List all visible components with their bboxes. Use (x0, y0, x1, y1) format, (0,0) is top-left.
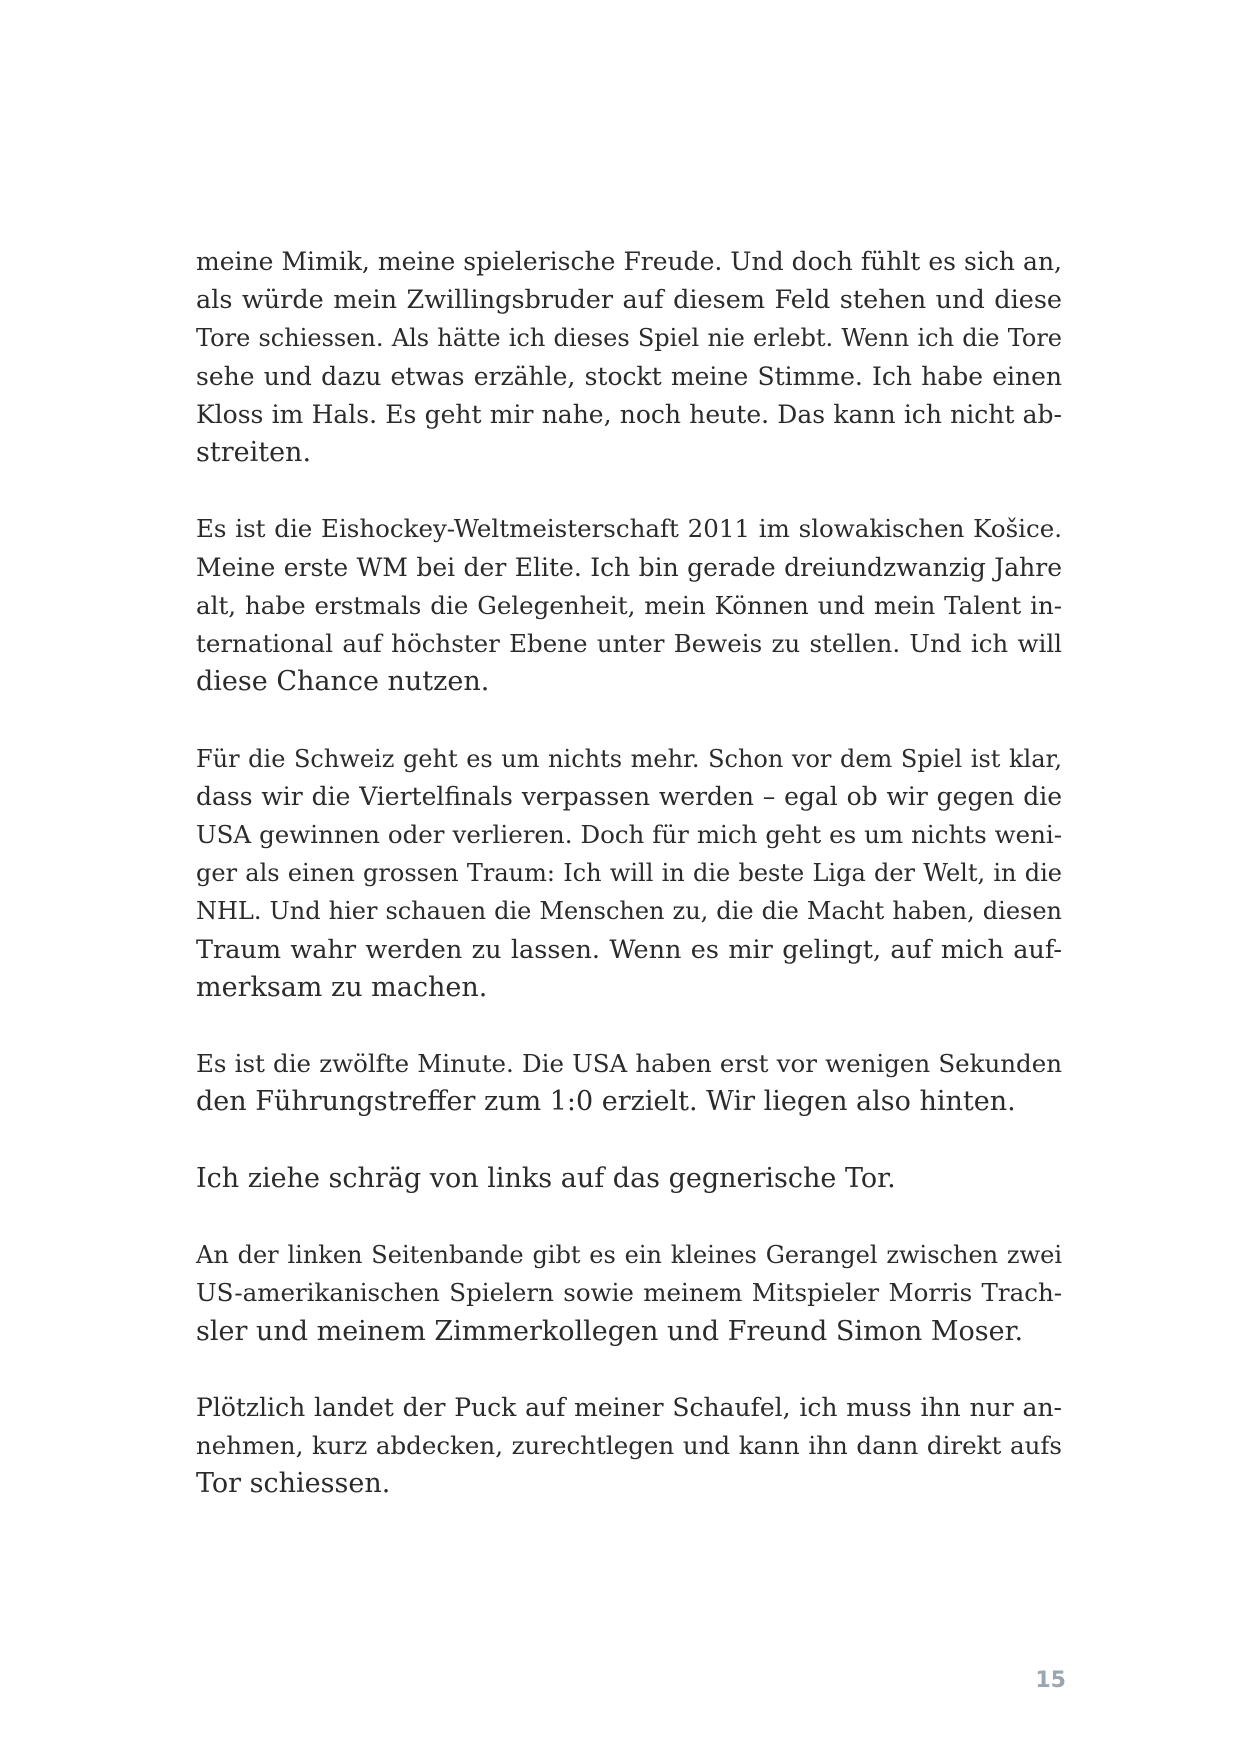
text-line: NHL. Und hier schauen die Menschen zu, die die Macht haben, diesen (196, 897, 1062, 926)
paragraph-1 (196, 243, 1062, 472)
text-line: Kloss im Hals. Es geht mir nahe, noch heute. Das kann ich nicht ab- (196, 399, 1062, 429)
paragraph-6 (196, 1236, 1062, 1351)
paragraph-3 (196, 740, 1062, 1007)
text-line: Tor schiessen. (196, 1468, 391, 1500)
text-line: Traum wahr werden zu lassen. Wenn es mir gelingt, auf mich auf- (196, 934, 1062, 965)
text-line: sler und meinem Zimmerkollegen und Freund Simon Moser. (196, 1315, 1024, 1347)
text-line: streiten. (196, 437, 312, 469)
text-line: sehe und dazu etwas erzähle, stockt meine Stimme. Ich habe einen (196, 361, 1062, 391)
text-line: Plötzlich landet der Puck auf meiner Schaufel, ich muss ihn nur an- (196, 1393, 1062, 1422)
text-line: ger als einen grossen Traum: Ich will in die beste Liga der Welt, in die (196, 859, 1062, 888)
paragraph-2 (196, 510, 1062, 701)
paragraph-4 (196, 1045, 1062, 1121)
text-line: den Führungstreffer zum 1:0 erzielt. Wir liegen also hinten. (196, 1086, 1016, 1118)
text-line: Für die Schweiz geht es um nichts mehr. Schon vor dem Spiel ist klar, (196, 744, 1062, 773)
text-line: Meine erste WM bei der Elite. Ich bin gerade dreiundzwanzig Jahre (196, 552, 1062, 582)
text-line: als würde mein Zwillingsbruder auf diesem Feld stehen und diese (196, 285, 1062, 316)
text-line: Es ist die Eishockey-Weltmeisterschaft 2011 im slowakischen Košice. (196, 514, 1062, 544)
paragraph-7 (196, 1389, 1062, 1504)
page-number: 15 (1035, 1668, 1066, 1693)
text-line: US-amerikanischen Spielern sowie meinem Mitspieler Morris Trach- (196, 1278, 1062, 1308)
text-line: diese Chance nutzen. (196, 666, 490, 698)
text-line: dass wir die Viertelfinals verpassen werden – egal ob wir gegen die (196, 781, 1062, 811)
text-line: Ich ziehe schräg von links auf das gegnerische Tor. (196, 1162, 896, 1194)
body-text (196, 243, 1062, 1542)
text-line: Tore schiessen. Als hätte ich dieses Spiel nie erlebt. Wenn ich die Tore (196, 324, 1062, 353)
text-line: Es ist die zwölfte Minute. Die USA haben erst vor wenigen Sekunden (196, 1049, 1062, 1079)
text-line: An der linken Seitenbande gibt es ein kleines Gerangel zwischen zwei (196, 1241, 1062, 1270)
text-line: meine Mimik, meine spielerische Freude. Und doch fühlt es sich an, (196, 247, 1062, 276)
paragraph-5 (196, 1160, 1062, 1198)
text-line: USA gewinnen oder verlieren. Doch für mich geht es um nichts weni- (196, 820, 1062, 850)
text-line: nehmen, kurz abdecken, zurechtlegen und kann ihn dann direkt aufs (196, 1431, 1062, 1461)
text-line: merksam zu machen. (196, 971, 488, 1003)
text-line: ternational auf höchster Ebene unter Beweis zu stellen. Und ich will (196, 629, 1062, 659)
text-line: alt, habe erstmals die Gelegenheit, mein Können und mein Talent in- (196, 590, 1062, 620)
